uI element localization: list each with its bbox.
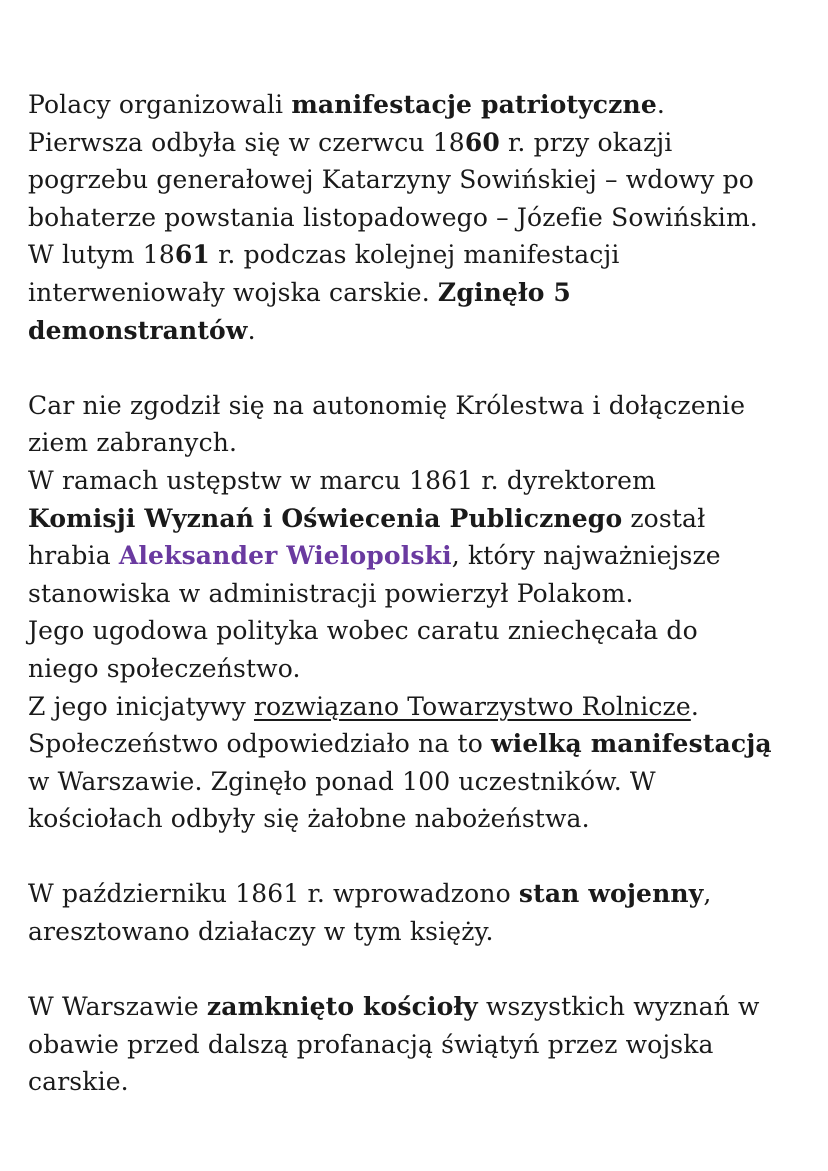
- text-run: Z jego inicjatywy: [28, 691, 254, 721]
- bold-text: 61: [174, 240, 210, 270]
- text-line: [28, 236, 818, 274]
- paragraph-manifestations: [28, 86, 818, 349]
- text-line: obawie przed dalszą profanacją świątyń przez wojska: [28, 1029, 714, 1059]
- text-line: Car nie zgodził się na autonomię Królestwa i dołączenie: [28, 390, 746, 420]
- text-run: Pierwsza odbyła się w czerwcu 18: [28, 127, 465, 157]
- text-line: [28, 124, 818, 162]
- underlined-text: rozwiązano Towarzystwo Rolnicze: [253, 691, 691, 721]
- text-run: Społeczeństwo odpowiedziało na to: [28, 729, 491, 759]
- text-run: r. podczas kolejnej manifestacji: [209, 240, 620, 270]
- paragraph-wielopolski: [28, 387, 818, 838]
- text-run: wszystkich wyznań w: [477, 992, 760, 1022]
- text-line: [28, 274, 818, 312]
- document-page: [28, 86, 818, 1101]
- text-line: W ramach ustępstw w marcu 1861 r. dyrektorem: [28, 465, 656, 495]
- text-line: [28, 312, 818, 350]
- bold-text: Komisji Wyznań i Oświecenia Publicznego: [28, 503, 623, 533]
- text-line: Jego ugodowa polityka wobec caratu zniechęcała do: [28, 616, 698, 646]
- text-line: carskie.: [28, 1067, 129, 1097]
- text-line: bohaterze powstania listopadowego – Józefie Sowińskim.: [28, 202, 758, 232]
- highlighted-name: Aleksander Wielopolski: [118, 541, 452, 571]
- text-line: aresztowano działaczy w tym księży.: [28, 917, 494, 947]
- text-run: hrabia: [28, 541, 119, 571]
- text-line: [28, 725, 818, 763]
- text-run: W Warszawie: [28, 992, 207, 1022]
- text-run: został: [622, 503, 706, 533]
- paragraph-churches-closed: [28, 988, 818, 1101]
- text-run: ,: [703, 879, 712, 909]
- paragraph-gap: [28, 951, 818, 989]
- text-run: interweniowały wojska carskie.: [28, 277, 438, 307]
- text-run: W październiku 1861 r. wprowadzono: [28, 879, 519, 909]
- text-line: [28, 988, 818, 1026]
- text-line: [28, 537, 818, 575]
- text-line: pogrzebu generałowej Katarzyny Sowińskiej – wdowy po: [28, 165, 754, 195]
- bold-text: wielką manifestacją: [491, 729, 772, 759]
- text-run: .: [247, 315, 256, 345]
- text-line: kościołach odbyły się żałobne nabożeństwa.: [28, 804, 590, 834]
- text-line: [28, 688, 818, 726]
- text-line: [28, 875, 818, 913]
- text-run: Polacy organizowali: [28, 90, 292, 119]
- text-run: W lutym 18: [28, 240, 175, 270]
- bold-text: zamknięto kościoły: [206, 992, 478, 1022]
- text-run: .: [690, 691, 699, 721]
- bold-text: Zginęło 5: [437, 277, 571, 307]
- text-line: niego społeczeństwo.: [28, 653, 301, 683]
- text-line: [28, 500, 818, 538]
- paragraph-gap: [28, 838, 818, 876]
- paragraph-martial-law: [28, 875, 818, 950]
- paragraph-gap: [28, 349, 818, 387]
- bold-text: stan wojenny: [518, 879, 704, 909]
- text-line: [28, 86, 818, 124]
- bold-text: manifestacje patriotyczne: [291, 90, 657, 119]
- text-run: , który najważniejsze: [451, 541, 721, 571]
- text-line: ziem zabranych.: [28, 428, 238, 458]
- bold-text: 60: [464, 127, 500, 157]
- text-line: w Warszawie. Zginęło ponad 100 uczestników. W: [28, 766, 656, 796]
- text-run: r. przy okazji: [499, 127, 673, 157]
- text-run: .: [656, 90, 666, 119]
- bold-text: demonstrantów: [28, 315, 248, 345]
- text-line: stanowiska w administracji powierzył Polakom.: [28, 578, 634, 608]
